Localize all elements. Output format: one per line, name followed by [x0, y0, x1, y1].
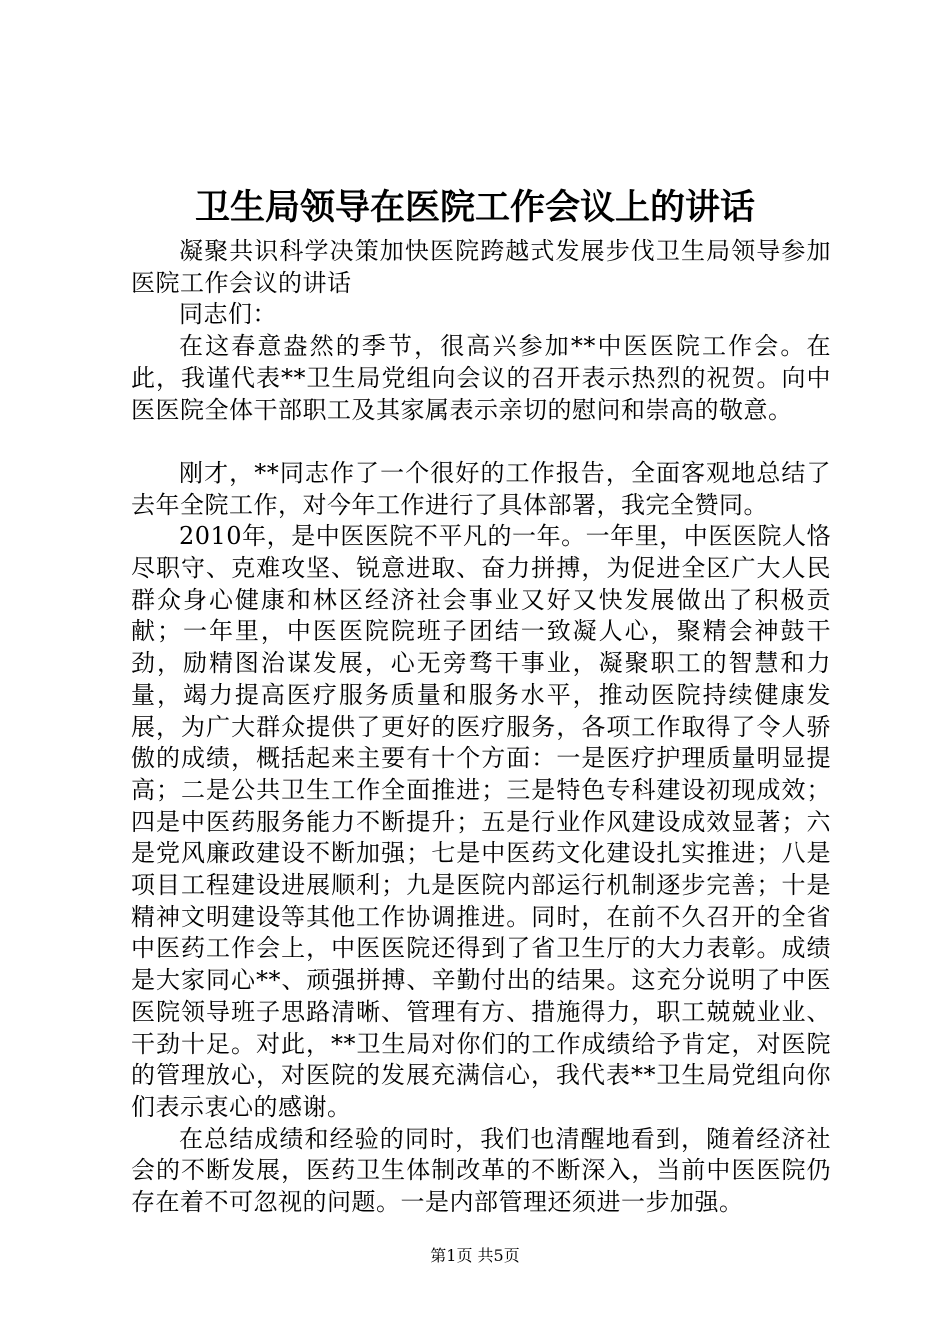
- page-number-footer: 第1页 共5页: [430, 1246, 520, 1265]
- salutation-paragraph: 同志们：: [179, 300, 277, 329]
- opening-paragraph: 在这春意盎然的季节，很高兴参加**中医医院工作会。在此，我谨代表**卫生局党组向会议的召开表示热烈的祝贺。向中医医院全体干部职工及其家属表示亲切的慰问和崇高的敬意。: [131, 332, 831, 424]
- subtitle-paragraph: 凝聚共识科学决策加快医院跨越式发展步伐卫生局领导参加医院工作会议的讲话: [131, 237, 831, 297]
- achievements-paragraph: 2010年，是中医医院不平凡的一年。一年里，中医医院人恪尽职守、克难攻坚、锐意进取、奋力拼搏，为促进全区广大人民群众身心健康和林区经济社会事业又好又快发展做出了积极贡献；一年里，中医医院院班子团结一致凝人心，聚精会神鼓干劲，励精图治谋发展，心无旁骛干事业，凝聚职工的智慧和力量，竭力提高医疗服务质量和服务水平，推动医院持续健康发展，为广大群众提供了更好的医疗服务，各项工作取得了令人骄傲的成绩，概括起来主要有十个方面：一是医疗护理质量明显提高；二是公共卫生工作全面推进；三是特色专科建设初现成效；四是中医药服务能力不断提升；五是行业作风建设成效显著；六是党风廉政建设不断加强；七是中医药文化建设扎实推进；八是项目工程建设进展顺利；九是医院内部运行机制逐步完善；十是精神文明建设等其他工作协调推进。同时，在前不久召开的全省中医药工作会上，中医医院还得到了省卫生厅的大力表彰。成绩是大家同心**、顽强拼搏、辛勤付出的结果。这充分说明了中医医院领导班子思路清晰、管理有方、措施得力，职工兢兢业业、干劲十足。对此，**卫生局对你们的工作成绩给予肯定，对医院的管理放心，对医院的发展充满信心，我代表**卫生局党组向你们表示衷心的感谢。: [131, 522, 831, 1121]
- problems-paragraph: 在总结成绩和经验的同时，我们也清醒地看到，随着经济社会的不断发展，医药卫生体制改革的不断深入，当前中医医院仍存在着不可忽视的问题。一是内部管理还须进一步加强。: [131, 1124, 831, 1217]
- document-body: [131, 236, 831, 1219]
- document-title: 卫生局领导在医院工作会议上的讲话: [194, 187, 755, 228]
- report-paragraph: 刚才，**同志作了一个很好的工作报告，全面客观地总结了去年全院工作，对今年工作进行了具体部署，我完全赞同。: [131, 458, 831, 519]
